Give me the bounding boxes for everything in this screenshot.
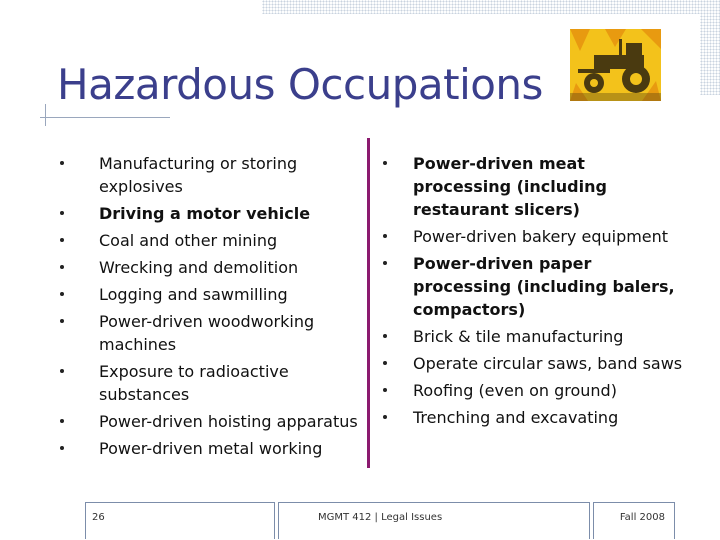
item-text: Logging and sawmilling: [99, 285, 288, 304]
slide-title: Hazardous Occupations: [57, 60, 543, 109]
bullet-icon: [383, 161, 387, 165]
item-text: Trenching and excavating: [413, 408, 619, 427]
item-text: Power-driven hoisting apparatus: [99, 412, 358, 431]
title-crosshair-mark: [45, 104, 46, 126]
title-underline: [40, 117, 170, 118]
bullet-icon: [383, 234, 387, 238]
item-text: Coal and other mining: [99, 231, 278, 250]
decorative-dot-band-top: [262, 0, 720, 14]
item-text: Power-driven paper processing (including balers, compactors): [413, 254, 675, 319]
list-item: [383, 225, 683, 248]
item-text: Power-driven bakery equipment: [413, 227, 669, 246]
footer-page-box: [85, 502, 275, 539]
bullet-icon: [60, 161, 64, 165]
bullet-icon: [383, 361, 387, 365]
item-text: Driving a motor vehicle: [99, 204, 311, 223]
list-item: [60, 410, 362, 433]
list-item: [60, 310, 362, 356]
column-divider: [367, 138, 370, 468]
course-label: MGMT 412 | Legal Issues: [318, 512, 443, 523]
footer-date-box: [593, 502, 675, 539]
bullet-icon: [60, 211, 64, 215]
tractor-icon: [570, 29, 661, 101]
bullet-icon: [383, 415, 387, 419]
list-item: [60, 229, 362, 252]
right-bullet-list: [383, 152, 683, 433]
term-label: Fall 2008: [619, 512, 665, 523]
item-text: Wrecking and demolition: [99, 258, 299, 277]
list-item: [60, 360, 362, 406]
bullet-icon: [60, 292, 64, 296]
list-item: [383, 325, 683, 348]
bullet-icon: [383, 261, 387, 265]
bullet-icon: [60, 265, 64, 269]
item-text: Roofing (even on ground): [413, 381, 617, 400]
item-text: Brick & tile manufacturing: [413, 327, 624, 346]
decorative-dot-band-right: [700, 0, 720, 95]
bullet-icon: [383, 334, 387, 338]
list-item: [383, 406, 683, 429]
bullet-icon: [60, 369, 64, 373]
bullet-icon: [60, 446, 64, 450]
bullet-icon: [60, 238, 64, 242]
bullet-icon: [60, 319, 64, 323]
item-text: Manufacturing or storing explosives: [99, 154, 298, 196]
list-item: [383, 252, 683, 321]
list-item: [60, 437, 362, 460]
bullet-icon: [60, 419, 64, 423]
item-text: Power-driven woodworking machines: [99, 312, 315, 354]
page-number: 26: [92, 512, 105, 523]
list-item: [383, 379, 683, 402]
list-item: [383, 152, 683, 221]
item-text: Operate circular saws, band saws: [413, 354, 683, 373]
footer-course-box: [278, 502, 590, 539]
list-item: [60, 283, 362, 306]
left-bullet-list: [60, 152, 362, 464]
item-text: Exposure to radioactive substances: [99, 362, 289, 404]
bullet-icon: [383, 388, 387, 392]
item-text: Power-driven meat processing (including restaurant slicers): [413, 154, 607, 219]
list-item: [60, 256, 362, 279]
list-item: [60, 152, 362, 198]
list-item: [383, 352, 683, 375]
item-text: Power-driven metal working: [99, 439, 323, 458]
list-item: [60, 202, 362, 225]
